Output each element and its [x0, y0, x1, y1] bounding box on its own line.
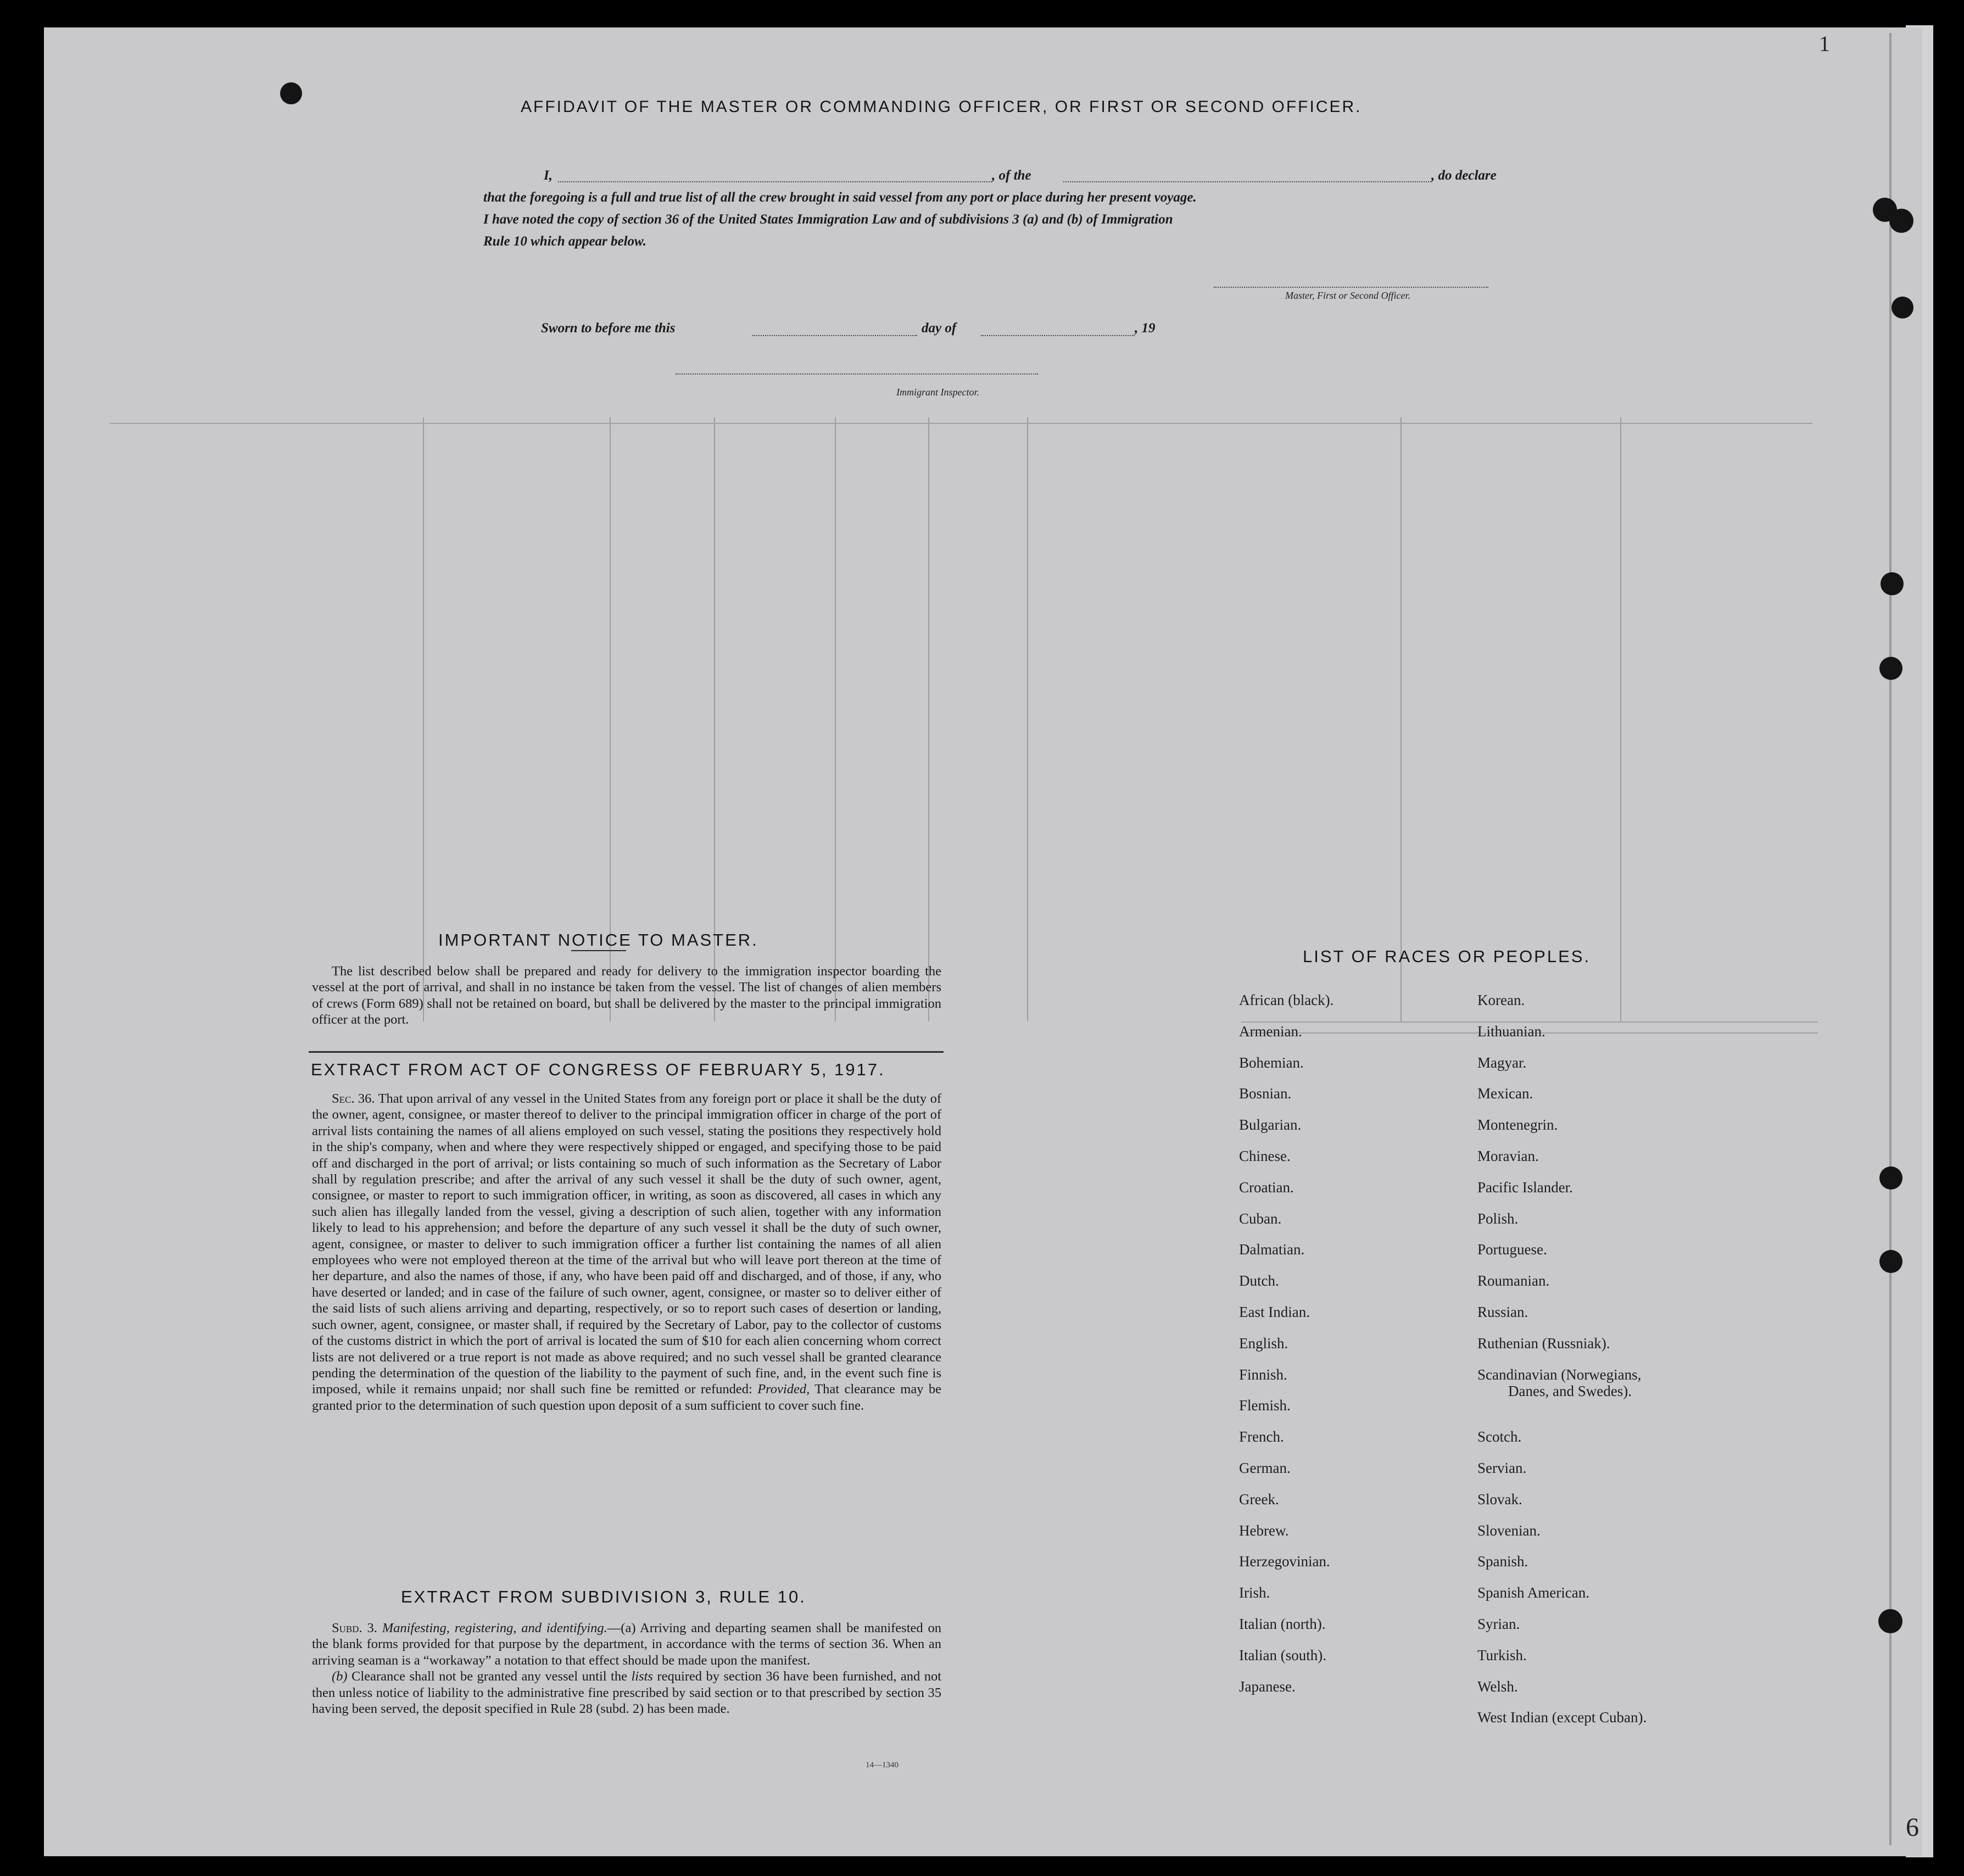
subd-b-lists: lists [631, 1669, 653, 1684]
punch-hole [1881, 572, 1904, 595]
race-item: Syrian. [1477, 1616, 1520, 1632]
name-blank [558, 181, 992, 182]
race-item: West Indian (except Cuban). [1477, 1709, 1647, 1726]
page-fold-line [1889, 33, 1892, 1845]
notice-body [312, 963, 941, 1028]
subd-b-marker: (b) [332, 1669, 348, 1684]
proviso-text: That clearance may be granted prior to the determination of such question upon deposit of a sum sufficient to cover such fine. [312, 1382, 942, 1413]
race-item: Hebrew. [1239, 1522, 1289, 1539]
affidavit-line-4: Rule 10 which appear below. [483, 234, 647, 249]
section-divider [309, 1051, 944, 1053]
race-item: Pacific Islander. [1477, 1179, 1573, 1196]
race-item: Spanish American. [1477, 1584, 1589, 1601]
affidavit-line-2: that the foregoing is a full and true list of all the crew brought in said vessel from any port or place during her present voyage. [483, 190, 1197, 205]
race-item: Magyar. [1477, 1054, 1527, 1071]
subd-b-paragraph [312, 1668, 941, 1717]
race-item: Servian. [1477, 1460, 1527, 1476]
race-item: Scandinavian (Norwegians, [1477, 1366, 1642, 1383]
race-item: Japanese. [1239, 1678, 1296, 1695]
subd-a-paragraph [312, 1620, 941, 1668]
affidavit-declare-label: , do declare [1431, 168, 1497, 183]
affidavit-line-3: I have noted the copy of section 36 of the United States Immigration Law and of subdivisions 3 (a) and (b) of Immigration [483, 212, 1173, 227]
race-item: German. [1239, 1460, 1291, 1476]
subd-label: Subd. 3. [332, 1621, 377, 1635]
sec-label: Sec. 36. [332, 1091, 375, 1106]
act-extract-body [312, 1091, 941, 1414]
sworn-day-label: day of [922, 321, 957, 336]
race-item: Armenian. [1239, 1023, 1302, 1040]
affidavit-title: AFFIDAVIT OF THE MASTER OR COMMANDING OFFICER, OR FIRST OR SECOND OFFICER. [521, 98, 1362, 116]
race-item: Bohemian. [1239, 1054, 1304, 1071]
race-item: Herzegovinian. [1239, 1553, 1330, 1570]
print-code: 14—1340 [866, 1761, 899, 1769]
act-extract-title: EXTRACT FROM ACT OF CONGRESS OF FEBRUARY 5, 1917. [311, 1060, 885, 1079]
rule-extract-title: EXTRACT FROM SUBDIVISION 3, RULE 10. [401, 1587, 806, 1606]
sworn-date-blank [752, 335, 917, 336]
race-item: Portuguese. [1477, 1241, 1547, 1258]
punch-hole [1879, 657, 1902, 680]
race-item: Slovak. [1477, 1490, 1522, 1508]
proviso-word: Provided, [757, 1382, 810, 1397]
race-item: Polish. [1477, 1210, 1519, 1227]
section-36-paragraph [312, 1091, 941, 1414]
margin-mark-bottom: 6 [1906, 1813, 1919, 1842]
race-item: Irish. [1239, 1584, 1270, 1601]
race-item: Slovenian. [1477, 1522, 1541, 1539]
race-item: Roumanian. [1477, 1272, 1550, 1289]
race-item: Italian (north). [1239, 1616, 1326, 1632]
race-item: Moravian. [1477, 1148, 1539, 1164]
inspector-signature-line [676, 373, 1038, 375]
subd-heading: Manifesting, registering, and identifying. [382, 1621, 607, 1635]
race-item: Ruthenian (Russniak). [1477, 1335, 1610, 1352]
race-item: French. [1239, 1428, 1284, 1445]
race-item: Italian (south). [1239, 1646, 1326, 1663]
races-title: LIST OF RACES OR PEOPLES. [1303, 947, 1591, 966]
race-item: Turkish. [1477, 1646, 1527, 1663]
subd-a-marker: —(a) [607, 1621, 636, 1635]
notice-title: IMPORTANT NOTICE TO MASTER. [438, 930, 758, 950]
master-caption: Master, First or Second Officer. [1285, 290, 1410, 301]
race-item: Mexican. [1477, 1085, 1533, 1102]
race-item: Bulgarian. [1239, 1116, 1302, 1134]
punch-hole [280, 82, 302, 104]
race-item: Korean. [1477, 992, 1525, 1008]
race-item: Greek. [1239, 1490, 1279, 1508]
punch-hole [1889, 209, 1913, 233]
race-item: Cuban. [1239, 1210, 1282, 1227]
race-item: African (black). [1239, 992, 1334, 1008]
race-item: English. [1239, 1335, 1288, 1352]
vessel-blank [1063, 181, 1431, 182]
sworn-year-label: , 19 [1135, 321, 1156, 336]
subd-b-text-post: required by section 36 have been furnished, and not then unless notice of liability to the administrative fine prescribed by said section or to that prescribed by section 35 having been served, the deposit specified in Rule 28 (subd. 2) has been made. [312, 1669, 942, 1717]
race-item: East Indian. [1239, 1304, 1310, 1320]
sworn-prefix: Sworn to before me this [541, 321, 676, 336]
race-item: Spanish. [1477, 1553, 1528, 1570]
affidavit-i-label: I, [544, 168, 553, 183]
sworn-month-blank [981, 335, 1135, 336]
punch-hole [1879, 1166, 1902, 1190]
sec-36-text: That upon arrival of any vessel in the United States from any foreign port or place it shall be the duty of the owner, agent, consignee, or master thereof to deliver to the principal immigration officer in charge of the port of arrival lists containing the names of all aliens employed on such vessel, stating the positions they respectively hold in the ship's company, when and where they were respectively shipped or engaged, and specifying those to be paid off and discharged in the port of arrival; or lists containing so much of such information as the Secretary of Labor shall by regulation prescribe; and after the arrival of any such vessel it shall be the duty of such owner, agent, consignee, or master to report to such immigration officer, in writing, as soon as discovered, all cases in which any such alien has illegally landed from the vessel, giving a description of such alien, together with any information likely to lead to his apprehension; and before the departure of any such vessel it shall be the duty of such owner, agent, consignee, or master to deliver to such immigration officer a further list containing the names of all alien employees who were not employed thereon at the time of the arrival but who will leave port thereon at the time of her departure, and also the names of those, if any, who have been paid off and discharged, and of those, if any, who have deserted or landed; and in case of the failure of such owner, agent, consignee, or master so to deliver either of the said lists of such aliens arriving and departing, respectively, or so to report such cases of desertion or landing, such owner, agent, consignee, or master shall, if required by the Secretary of Labor, pay to the collector of customs of the customs district in which the port of arrival is located the sum of $10 for each alien concerning whom correct lists are not delivered or a true report is not made as above required; and no such vessel shall be granted clearance pending the determination of the question of the liability to the payment of such fine, and, in the event such fine is imposed, while it remains unpaid; nor shall such fine be remitted or refunded: [312, 1091, 941, 1397]
master-signature-line [1214, 287, 1488, 288]
subd-a-text: Arriving and departing seamen shall be manifested on the blank forms provided for that purpose by the department, in accordance with the terms of section 36. When an arriving seaman is a “workaway” a notation to that effect should be made upon the manifest. [312, 1621, 941, 1668]
race-item: Flemish. [1239, 1397, 1291, 1414]
race-item: Dalmatian. [1239, 1241, 1305, 1258]
subd-b-text-pre: Clearance shall not be granted any vessel until the [351, 1669, 627, 1684]
race-item: Finnish. [1239, 1366, 1287, 1383]
race-item: Montenegrin. [1477, 1116, 1558, 1134]
race-item: Scotch. [1477, 1428, 1522, 1445]
affidavit-of-the-label: , of the [992, 168, 1031, 183]
race-item: Lithuanian. [1477, 1023, 1545, 1040]
race-item: Chinese. [1239, 1148, 1291, 1164]
punch-hole [1892, 297, 1913, 319]
document-page [44, 27, 1922, 1856]
notice-paragraph: The list described below shall be prepared and ready for delivery to the immigration inspector boarding the vessel at the port of arrival, and shall in no instance be taken from the vessel. The list of changes of alien members of crews (Form 689) shall not be retained on board, but shall be delivered by the master to the principal immigration officer at the port. [312, 964, 941, 1028]
punch-hole [1879, 1250, 1902, 1273]
race-item: Bosnian. [1239, 1085, 1292, 1102]
inspector-caption: Immigrant Inspector. [896, 387, 979, 398]
margin-mark-top: 1 [1819, 31, 1830, 56]
race-item: Dutch. [1239, 1272, 1279, 1289]
notice-title-underline [571, 950, 626, 951]
punch-hole [1878, 1609, 1902, 1633]
rule-extract-body [312, 1620, 941, 1717]
race-item: Russian. [1477, 1304, 1528, 1320]
race-item: Welsh. [1477, 1678, 1518, 1695]
race-item: Croatian. [1239, 1179, 1294, 1196]
race-item: Danes, and Swedes). [1508, 1382, 1632, 1399]
